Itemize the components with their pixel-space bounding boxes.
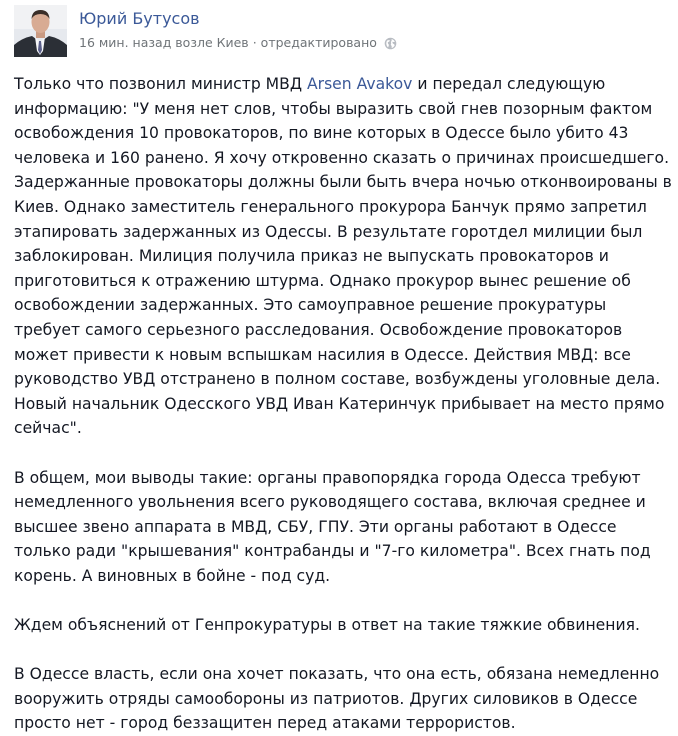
paragraph-text: и передал следующую информацию: "У меня нет слов, чтобы выразить свой гнев позорным фактом освобождения 10 провокаторов, по вине которых в Одессе было убито 43 человека и 160 ранено. Я хочу откровенно сказать о причинах происшедшего. Задержанные провокаторы должны были быть вчера ночью отконвоированы в Киев. Однако заместитель генерального прокурора Банчук прямо запретил этапировать задержанных из Одессы. В результате горотдел милиции был заблокирован. Милиция получила приказ не выпускать провокаторов и приготовиться к отражению штурма. Однако прокурор вынес решение об освобождении задержанных. Это самоуправное решение прокуратуры требует самого серьезного расследования. Освобождение провокаторов может привести к новым вспышкам насилия в Одессе. Действия МВД: все руководство УВД отстранено в полном составе, возбуждены уголовные дела. Новый начальник Одесского УВД Иван Катеринчук прибывает на место прямо сейчас". (14, 75, 672, 438)
globe-icon[interactable] (384, 37, 397, 50)
post-timestamp-link[interactable]: 16 мин. назад возле Киев (79, 35, 249, 50)
author-avatar[interactable] (14, 5, 67, 57)
post-body (14, 72, 674, 736)
post-paragraph-1 (14, 72, 674, 441)
paragraph-text: Только что позвонил министр МВД (14, 75, 307, 93)
avatar-photo (14, 5, 67, 57)
author-name-link[interactable]: Юрий Бутусов (79, 9, 200, 28)
post-meta (79, 34, 397, 52)
mention-link[interactable]: Arsen Avakov (306, 75, 413, 93)
post-paragraph-4: В Одессе власть, если она хочет показать, что она есть, обязана немедленно вооружить отряды самообороны из патриотов. Других силовиков в Одессе просто нет - город беззащитен перед атаками террористов. (14, 665, 660, 733)
post-paragraph-3: Ждем объяснений от Генпрокуратуры в ответ на такие тяжкие обвинения. (14, 616, 640, 635)
post-paragraph-2: В общем, мои выводы такие: органы правопорядка города Одесса требуют немедленного увольнения всего руководящего состава, включая среднее и высшее звено аппарата в МВД, СБУ, ГПУ. Эти органы работают в Одессе только ради "крышевания" контрабанды и "7-го километра". Всех гнать под корень. А виновных в бойне - под суд. (14, 468, 651, 585)
meta-separator: · (252, 35, 257, 50)
edited-link[interactable]: отредактировано (260, 35, 377, 50)
